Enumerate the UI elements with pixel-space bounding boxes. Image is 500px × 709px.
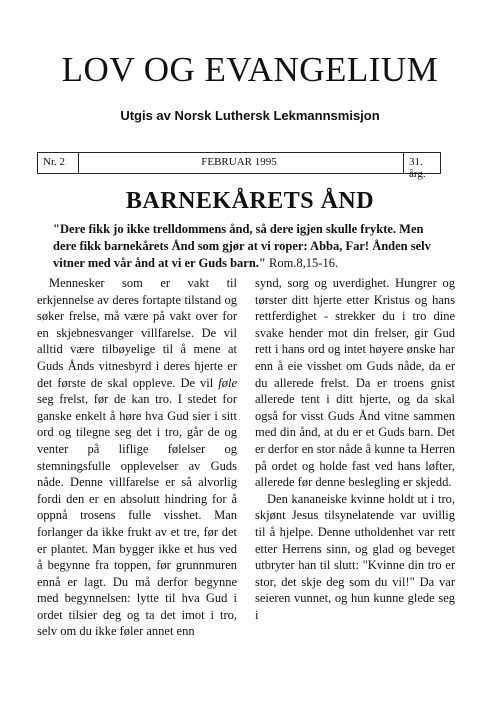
article-column-left [37, 275, 237, 640]
article-paragraph: synd, sorg og uverdighet. Hungrer og tørster ditt hjerte etter Kristus og hans rettferdighet - strekker du i tro dine svake hender mot din frelser, gir Gud rett i hans ord og intet høyere ønske har enn å eie visshet om Guds nåde, da er du allerede frelst. Da er troens gnist allerede tent i ditt hjerte, og da skal også for visst Guds Ånd vitne sammen med din ånd, at du er et Guds barn. Det er derfor en stor nåde å kunne ta Herren på ordet og holde fast ved hans løfter, allerede før denne beslegling er skjedd. [255, 276, 455, 490]
article-paragraph [37, 275, 237, 640]
masthead-title: LOV OG EVANGELIUM [61, 50, 439, 89]
issue-number: Nr. 2 [43, 156, 65, 168]
paragraph-text: seg frelst, før de kan tro. I stedet for ganske enkelt å høre hva Gud sier i sitt ord og tilegne seg det i tro, går de og venter på liflige følelser og stemningsfulle opplevelser av Guds nåde. Denne villfarelse er så alvorlig fordi den er en absolutt hindring for å oppnå trosens fulle visshet. Man forlanger da ikke frukt av et tre, før det er plantet. Man bygger ikke et hus ved å begynne fra toppen, før grunnmuren ennå er lagt. Du må derfor begynne med begynnelsen: lytte til hva Gud i ordet tilsier deg og ta det imot i tro, selv om du ikke føler annet enn [37, 392, 237, 639]
quote-reference: Rom.8,15-16. [269, 256, 339, 270]
issue-date: FEBRUAR 1995 [201, 156, 277, 168]
issue-bar-divider [403, 153, 404, 173]
article-column-right [255, 275, 455, 623]
paragraph-text: Mennesker som er vakt til erkjennelse av deres fortapte tilstand og søker frelse, må være på vakt over for en skjebnesvanger villfarelse. De vil alltid være tilbøyelige til å mene at Guds Ånds vitnesbyrd i deres hjerte er det første de skal oppleve. De vil [37, 276, 237, 390]
issue-volume: 31. årg. [409, 156, 426, 180]
issue-info-bar [37, 152, 441, 180]
masthead-subtitle: Utgis av Norsk Luthersk Lekmannsmisjon [120, 108, 380, 123]
article-title: BARNEKÅRETS ÅND [125, 188, 375, 214]
emphasized-word: føle [218, 375, 237, 390]
scripture-quote [53, 221, 448, 272]
issue-bar-divider [440, 153, 441, 173]
article-paragraph: Den kananeiske kvinne holdt ut i tro, skjønt Jesus tilsynelatende var uvillig til å hjelpe. Denne utholdenhet var rett etter Herrens sinn, og glad og beveget utbryter han til slutt: "Kvinne din tro er stor, det skje deg som du vil!" Da var seieren vunnet, og hun kunne glede seg i [255, 491, 455, 622]
quote-text: "Dere fikk jo ikke trelldommens ånd, så dere igjen skulle frykte. Men dere fikk barnekårets Ånd som gjør at vi roper: Abba, Far! Ånden selv vitner med vår ånd at vi er Guds barn." [53, 222, 431, 270]
